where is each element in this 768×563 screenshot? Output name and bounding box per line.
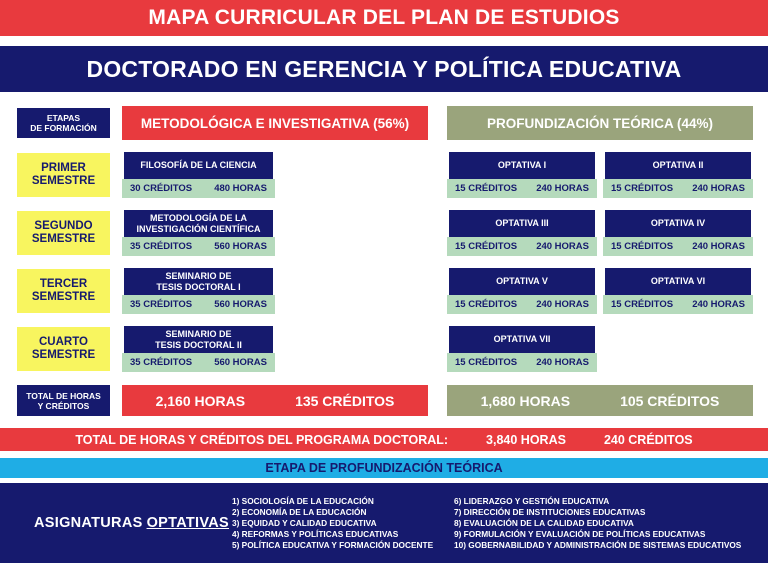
optativa-hours: 240 HORAS (536, 299, 589, 310)
optativa-title (449, 152, 595, 179)
optativa-hours: 240 HORAS (692, 241, 745, 252)
optativa-card-6 (603, 268, 753, 314)
subject-item: 5) POLÍTICA EDUCATIVA Y FORMACIÓN DOCENTE (232, 539, 434, 550)
semester-label-primer (17, 153, 110, 197)
optional-subjects-column-1 (232, 496, 450, 551)
program-total-hours: 3,840 HORAS (486, 432, 566, 447)
course-credits: 35 CRÉDITOS (130, 357, 193, 368)
course-title-line: TESIS DOCTORAL II (155, 339, 242, 350)
course-card-seminario-2 (122, 326, 275, 372)
optativa-title-line: OPTATIVA II (652, 160, 704, 171)
optativa-title-line: OPTATIVA IV (650, 218, 706, 229)
course-footer (122, 237, 275, 256)
course-footer (122, 179, 275, 198)
course-footer (122, 353, 275, 372)
semester-label-line1: PRIMER (41, 162, 86, 174)
left-total-hours: 2,160 HORAS (155, 392, 246, 409)
optativa-credits: 15 CRÉDITOS (611, 183, 674, 194)
optativa-footer (447, 353, 597, 372)
course-title-line: INVESTIGACIÓN CIENTÍFICA (136, 223, 261, 234)
course-credits: 35 CRÉDITOS (130, 241, 193, 252)
optativa-card-1 (447, 152, 597, 198)
semester-row-3 (17, 268, 753, 314)
subject-item: 10) GOBERNABILIDAD Y ADMINISTRACIÓN DE SISTEMAS EDUCATIVOS (454, 539, 742, 550)
stage-totals-row (17, 385, 753, 416)
right-total-hours: 1,680 HORAS (480, 392, 571, 409)
course-card-metodologia (122, 210, 275, 256)
heading-underlined-text: OPTATIVAS (146, 515, 230, 531)
optativa-footer (603, 179, 753, 198)
optativa-footer (447, 237, 597, 256)
stage-banner-profundizacion: PROFUNDIZACIÓN TEÓRICA (44%) (447, 106, 753, 140)
total-label-line2: Y CRÉDITOS (37, 400, 90, 411)
optativa-card-5 (447, 268, 597, 314)
optativa-title-line: OPTATIVA VII (493, 334, 551, 345)
optativa-card-3 (447, 210, 597, 256)
semester-row-4 (17, 326, 753, 372)
program-total-banner (0, 428, 768, 451)
program-total-credits: 240 CRÉDITOS (603, 432, 693, 447)
program-total-label: TOTAL DE HORAS Y CRÉDITOS DEL PROGRAMA DOCTORAL: (75, 432, 449, 447)
course-title-line: SEMINARIO DE (165, 271, 232, 281)
stage-banner-metodologica: METODOLÓGICA E INVESTIGATIVA (56%) (122, 106, 428, 140)
asignaturas-optativas-section (0, 483, 768, 563)
semester-label-line2: SEMESTRE (31, 291, 96, 303)
etapa-profundizacion-banner: ETAPA DE PROFUNDIZACIÓN TEÓRICA (0, 458, 768, 478)
asignaturas-optativas-heading (34, 515, 230, 531)
optativa-credits: 15 CRÉDITOS (611, 241, 674, 252)
etapas-label-line2: DE FORMACIÓN (30, 123, 97, 133)
subject-item: 6) LIDERAZGO Y GESTIÓN EDUCATIVA (454, 495, 610, 506)
etapas-de-formacion-label (17, 108, 110, 138)
optativa-footer (447, 295, 597, 314)
right-stage-total-banner (447, 385, 753, 416)
optativa-title-line: OPTATIVA III (495, 218, 549, 229)
optativa-footer (447, 179, 597, 198)
optativa-card-2 (603, 152, 753, 198)
total-horas-creditos-label (17, 385, 110, 416)
optativa-title-line: OPTATIVA V (496, 276, 548, 287)
total-label-line1: TOTAL DE HORAS (26, 390, 101, 401)
left-total-credits: 135 CRÉDITOS (295, 392, 395, 409)
semester-label-line1: TERCER (39, 278, 88, 290)
course-credits: 30 CRÉDITOS (130, 183, 193, 194)
semester-label-line2: SEMESTRE (31, 349, 96, 361)
stage-header-row (17, 106, 753, 140)
subject-item: 4) REFORMAS Y POLÍTICAS EDUCATIVAS (232, 528, 399, 539)
course-card-seminario-1 (122, 268, 275, 314)
optativa-title (449, 210, 595, 237)
optativa-credits: 15 CRÉDITOS (455, 299, 518, 310)
optativa-hours: 240 HORAS (536, 241, 589, 252)
heading-text: ASIGNATURAS (34, 515, 143, 531)
semester-label-segundo (17, 211, 110, 255)
course-hours: 480 HORAS (214, 183, 267, 194)
subject-item: 3) EQUIDAD Y CALIDAD EDUCATIVA (232, 517, 377, 528)
course-title (124, 268, 273, 295)
semester-label-tercer (17, 269, 110, 313)
semester-label-line2: SEMESTRE (31, 233, 96, 245)
optativa-title (605, 152, 751, 179)
subject-item: 2) ECONOMÍA DE LA EDUCACIÓN (232, 506, 367, 517)
program-title: DOCTORADO EN GERENCIA Y POLÍTICA EDUCATIVA (0, 46, 768, 92)
course-footer (122, 295, 275, 314)
optativa-footer (603, 237, 753, 256)
course-hours: 560 HORAS (214, 241, 267, 252)
semester-row-2 (17, 210, 753, 256)
semester-label-line1: CUARTO (39, 336, 88, 348)
optativa-title (449, 268, 595, 295)
optativa-card-7 (447, 326, 597, 372)
semester-row-1 (17, 152, 753, 198)
course-title-line: TESIS DOCTORAL I (156, 281, 241, 292)
optativa-hours: 240 HORAS (692, 183, 745, 194)
subject-item: 8) EVALUACIÓN DE LA CALIDAD EDUCATIVA (454, 517, 634, 528)
course-title (124, 326, 273, 353)
optativa-hours: 240 HORAS (536, 183, 589, 194)
optativa-credits: 15 CRÉDITOS (455, 241, 518, 252)
optativa-credits: 15 CRÉDITOS (455, 357, 518, 368)
course-title-line: SEMINARIO DE (165, 329, 232, 339)
course-hours: 560 HORAS (214, 299, 267, 310)
course-title-line: FILOSOFÍA DE LA CIENCIA (140, 160, 257, 171)
optativa-title-line: OPTATIVA I (497, 160, 547, 171)
optativa-credits: 15 CRÉDITOS (611, 299, 674, 310)
course-title (124, 210, 273, 237)
course-title-line: METODOLOGÍA DE LA (149, 213, 247, 223)
right-total-credits: 105 CRÉDITOS (620, 392, 720, 409)
optativa-title-line: OPTATIVA VI (650, 276, 706, 287)
course-card-filosofia (122, 152, 275, 198)
optativa-credits: 15 CRÉDITOS (455, 183, 518, 194)
optativa-title (605, 210, 751, 237)
optativa-footer (603, 295, 753, 314)
course-title (124, 152, 273, 179)
subject-item: 1) SOCIOLOGÍA DE LA EDUCACIÓN (232, 495, 374, 506)
course-hours: 560 HORAS (214, 357, 267, 368)
page-title: MAPA CURRICULAR DEL PLAN DE ESTUDIOS (0, 0, 768, 36)
semester-label-line1: SEGUNDO (34, 220, 93, 232)
semester-label-line2: SEMESTRE (31, 175, 96, 187)
subject-item: 9) FORMULACIÓN Y EVALUACIÓN DE POLÍTICAS EDUCATIVAS (454, 528, 706, 539)
optativa-title (449, 326, 595, 353)
optativa-card-4 (603, 210, 753, 256)
optativa-hours: 240 HORAS (536, 357, 589, 368)
etapas-label-line1: ETAPAS (46, 113, 81, 123)
course-credits: 35 CRÉDITOS (130, 299, 193, 310)
optativa-hours: 240 HORAS (692, 299, 745, 310)
optativa-title (605, 268, 751, 295)
left-stage-total-banner (122, 385, 428, 416)
optional-subjects-column-2 (454, 496, 741, 551)
semester-label-cuarto (17, 327, 110, 371)
curriculum-grid (0, 92, 768, 416)
subject-item: 7) DIRECCIÓN DE INSTITUCIONES EDUCATIVAS (454, 506, 646, 517)
